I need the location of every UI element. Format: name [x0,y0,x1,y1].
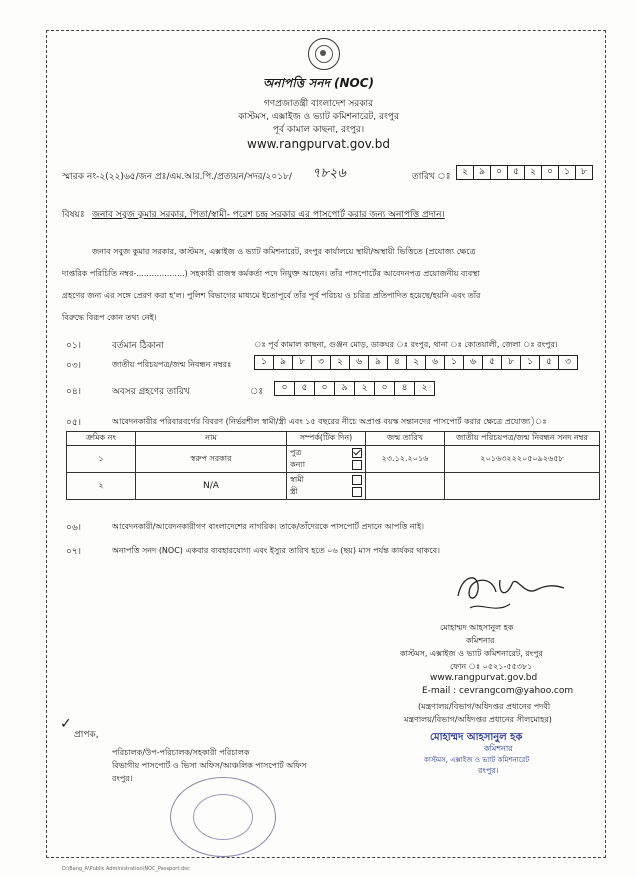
signatory-website: www.rangpurvat.gov.bd [430,673,538,683]
seal-city: রংপুর। [478,766,499,775]
header-line-address: পূর্ব কামাল কাছনা, রংপুর। [272,125,365,135]
body-line-1: জনাব সবুজ কুমার সরকার, কাস্টমস, এক্সাইজ ও ভ্যাট কমিশনারেট, রংপুর কার্যালয়ে স্থায়ী/অস্থায়ী ভিত্তিতে (প্রযোজ্য ক্ষেত্রে [92,247,476,256]
signatory-office: কাস্টমস, এক্সাইজ ও ভ্যাট কমিশনারেট, রংপুর [400,649,543,658]
memo-date-label: তারিখ ঃ [412,172,451,182]
memo-handwritten-number: ৭৮২৬ [312,166,346,181]
seal-office: কাস্টমস, এক্সাইজ ও ভ্যাট কমিশনারেট [424,756,530,764]
nid-number-boxes: ১ ৯ ৮ ৩ ২ ৬ ৯ ৪ ২ ৬ ১ ৬ ৫ ৮ ১ ৫ ৩ [254,355,578,370]
signatory-email: E-mail : cevrangcom@yahoo.com [422,686,574,696]
signatory-note-2: মন্ত্রণালয়/বিভাগ/অধিদপ্তর প্রধানের সীলমোহর) [404,715,552,724]
table-row [67,446,600,473]
seal-name: মোহাম্মদ আহসানুল হক [430,732,523,743]
col-dob: জন্ম তারিখ [366,432,445,446]
recipient-label: প্রাপক, [74,730,99,740]
recipient-line-2: বিভাগীয় পাসপোর্ট ও ভিসা অফিস/আঞ্চলিক পাসপোর্ট অফিস [112,761,307,770]
item-07-text: অনাপত্তি সনদ (NOC) একবার ব্যবহারযোগ্য এবং ইস্যুর তারিখ হতে ০৬ (ছয়) মাস পর্যন্ত কার্যকর থাকবে। [112,546,440,555]
retirement-date-boxes: ০ ৫ ০ ৯ ২ ০ ৪ ২ [274,381,435,396]
body-line-2: দাপ্তরিক পরিচিতি নম্বর-...................) সহকারী রাজস্ব কর্মকর্তা পদে নিযুক্ত আছেন। তাঁর পাসপোর্টের আবেদনপত্র প্রয়োজনীয় ব্যবস্থা [62,269,480,278]
col-serial: ক্রমিক নং [67,432,136,446]
wife-checkbox[interactable] [352,487,362,497]
item-04-number: ০৪। [66,387,81,397]
item-05-number: ০৫। [66,418,81,428]
col-name: নাম [136,432,287,446]
row-1-relation: পুত্র কন্যা [287,446,366,473]
row-1-dob: ২৩.১২.২০১৬ [366,446,445,473]
item-03-number: ০৩। [66,361,81,371]
subject-label: বিষয়ঃ [62,210,85,220]
row-1-id: ২০১৬৩২২২০৫০৯২৬৫৮ [445,446,600,473]
signatory-note-1: (মন্ত্রণালয়/বিভাগ/অধিদপ্তর প্রধানের পদবী [418,702,551,711]
footer-file-path: D:\Bang_A\Public Administration\NOC_Passport.doc [62,866,190,872]
item-04-colon: ঃ [250,387,264,397]
row-2-serial: ২ [67,473,136,500]
header-line-govt: গণপ্রজাতন্ত্রী বাংলাদেশ সরকার [263,99,374,109]
row-2-name: N/A [136,473,287,500]
row-2-id [445,473,600,500]
row-2-dob [366,473,445,500]
item-03-label: জাতীয় পরিচয়পত্র/জন্ম নিবন্ধন নম্বরঃ [112,360,232,369]
tick-mark-icon: ✓ [60,716,72,732]
header-line-office: কাস্টমস, এক্সাইজ ও ভ্যাট কমিশনারেট, রংপুর [238,112,399,122]
item-01-label: বর্তমান ঠিকানা [112,341,164,351]
row-2-relation: স্বামী স্ত্রী [287,473,366,500]
recipient-line-3: রংপুর। [112,774,133,783]
col-relation: সম্পর্ক(টিক দিন) [287,432,366,446]
memo-date-boxes: ২ ৯ ০ ৫ ২ ০ ১ ৮ [456,165,593,180]
signatory-designation: কমিশনার [466,636,495,645]
col-id: জাতীয় পরিচয়পত্র/জন্ম নিবন্ধন সনদ নম্বর [445,432,600,446]
document-title: অনাপত্তি সনদ (NOC) [263,76,374,90]
subject-text: জনাব সবুজ কুমার সরকার, পিতা/স্বামী- পরেশ চন্দ্র সরকার এর পাসপোর্ট করার জন্য অনাপত্তি প্রদান। [92,210,445,220]
header-website: www.rangpurvat.gov.bd [247,137,390,151]
signatory-name: মোহাম্মদ আহসানুল হক [440,623,514,632]
item-06-text: আবেদনকারী/আবেদনকারীগণ বাংলাদেশের নাগরিক। তাকে/তাঁদেরকে পাসপোর্ট প্রদানে আপত্তি নাই। [112,522,425,531]
memo-label: স্মারক নং-২(২২)৬৫/জন প্রঃ/এম.আর.পি./প্রত্যয়ন/সদর/২০১৮/ [62,172,292,182]
body-line-3: গ্রহণের জন্য এর সঙ্গে প্রেরণ করা হ'ল। পুলিশ বিভাগের মাধ্যমে ইতোপূর্বে তাঁর পূর্ব পরিচয় ও চরিত্র প্রতিপাদিত হয়েছে/হয়নি এবং তাঁর [62,291,481,300]
item-07-number: ০৭। [66,547,81,557]
husband-checkbox[interactable] [352,475,362,485]
item-01-number: ০১। [66,341,81,351]
item-06-number: ০৬। [66,523,81,533]
family-table-header [67,432,600,446]
handwritten-signature [440,566,570,616]
daughter-checkbox[interactable] [352,460,362,470]
row-1-serial: ১ [67,446,136,473]
row-1-name: স্বরুপ সরকার [136,446,287,473]
signatory-phone: ফোন ঃ ০৫২১-৫৫৩৮১ [450,662,533,671]
government-emblem-icon [308,38,340,70]
item-04-label: অবসর গ্রহণের তারিখ [112,387,190,397]
item-01-value: ঃ পূর্ব কামাল কাছনা, গুঞ্জন মোড়, ডাকঘর ঃ রংপুর, থানা ঃ কোতয়ালী, জেলা ঃ রংপুর। [254,340,558,349]
received-round-stamp [170,777,276,857]
seal-designation: কমিশনার [484,744,513,753]
recipient-line-1: পরিচালক/উপ-পরিচালক/সহকারী পরিচালক [112,748,250,757]
table-row [67,473,600,500]
item-05-label: আবেদনকারীর পরিবারবর্গের বিবরণ (নির্ভরশীল স্বামী/স্ত্রী এবং ১৫ বছরের নীচে অপ্রাপ্ত বয়স্ক সন্তানদের পাসপোর্ট করার ক্ষেত্রে প্রযোজ্য)ঃ [112,417,547,426]
body-line-4: বিরুদ্ধে বিরূপ কোন তথ্য নেই। [62,313,157,322]
family-table [66,431,600,500]
son-checkbox[interactable] [352,448,362,458]
